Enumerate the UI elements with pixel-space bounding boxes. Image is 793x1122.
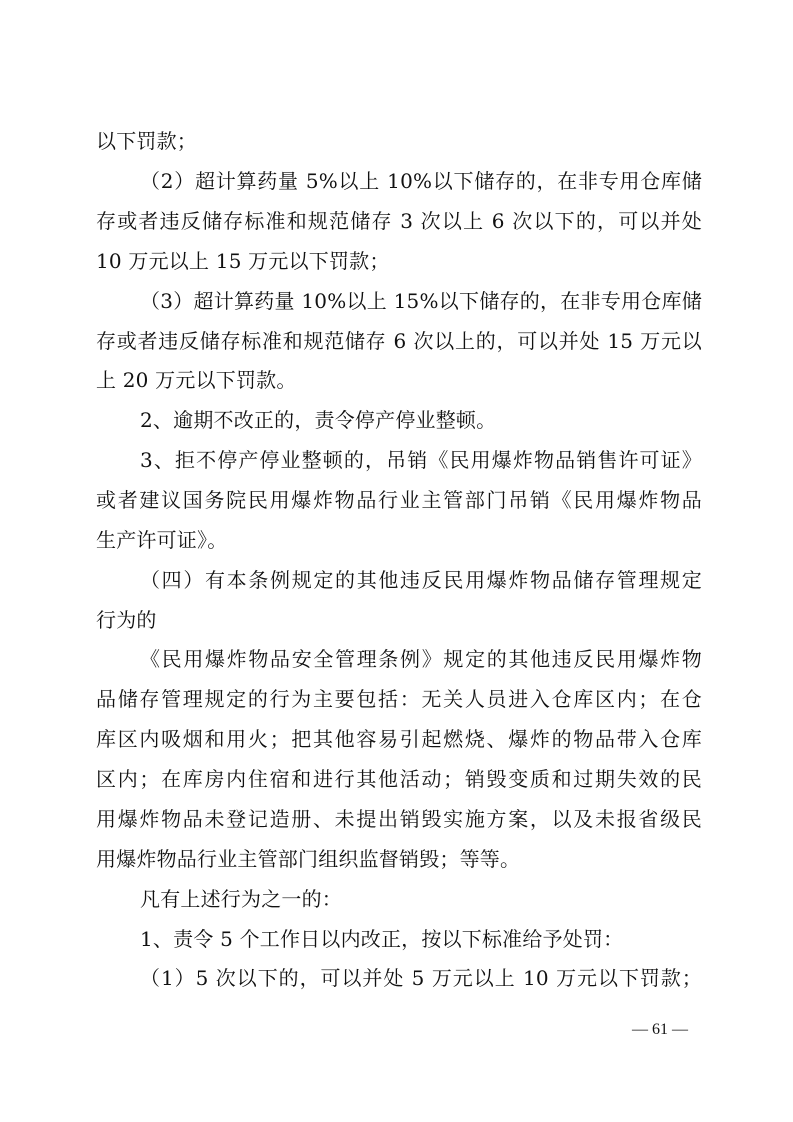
text-line: 以下罚款； (96, 129, 197, 153)
text-line: 2、逾期不改正的，责令停产停业整顿。 (140, 408, 497, 432)
text-line: 10 万元以上 15 万元以下罚款； (96, 249, 390, 273)
text-line: 1、责令 5 个工作日以内改正，按以下标准给予处罚： (140, 927, 624, 951)
text-line: 行为的 (96, 608, 157, 632)
text-line: 存或者违反储存标准和规范储存 6 次以上的，可以并处 15 万元以 (96, 329, 702, 353)
text-line: （3）超计算药量 10%以上 15%以下储存的，在非专用仓库储 (140, 289, 702, 313)
text-line: 存或者违反储存标准和规范储存 3 次以上 6 次以下的，可以并处 (96, 209, 702, 233)
page-number: — 61 — (632, 1021, 688, 1038)
text-line: （1）5 次以下的，可以并处 5 万元以上 10 万元以下罚款； (140, 966, 702, 990)
text-line: 用爆炸物品行业主管部门组织监督销毁；等等。 (96, 847, 521, 871)
text-line: 用爆炸物品未登记造册、未提出销毁实施方案，以及未报省级民 (96, 807, 702, 831)
text-line: 上 20 万元以下罚款。 (96, 368, 297, 392)
text-line: 生产许可证》。 (96, 528, 228, 552)
text-line: 《民用爆炸物品安全管理条例》规定的其他违反民用爆炸物 (140, 647, 702, 671)
text-line: 库区内吸烟和用火；把其他容易引起燃烧、爆炸的物品带入仓库 (96, 727, 702, 751)
text-line: 品储存管理规定的行为主要包括：无关人员进入仓库区内；在仓 (96, 687, 702, 711)
text-line: （四）有本条例规定的其他违反民用爆炸物品储存管理规定 (140, 568, 702, 592)
text-line: 或者建议国务院民用爆炸物品行业主管部门吊销《民用爆炸物品 (96, 488, 702, 512)
text-line: （2）超计算药量 5%以上 10%以下储存的，在非专用仓库储 (140, 169, 702, 193)
text-line: 凡有上述行为之一的： (140, 887, 342, 911)
text-line: 3、拒不停产停业整顿的，吊销《民用爆炸物品销售许可证》 (140, 448, 702, 472)
text-line: 区内；在库房内住宿和进行其他活动；销毁变质和过期失效的民 (96, 767, 702, 791)
